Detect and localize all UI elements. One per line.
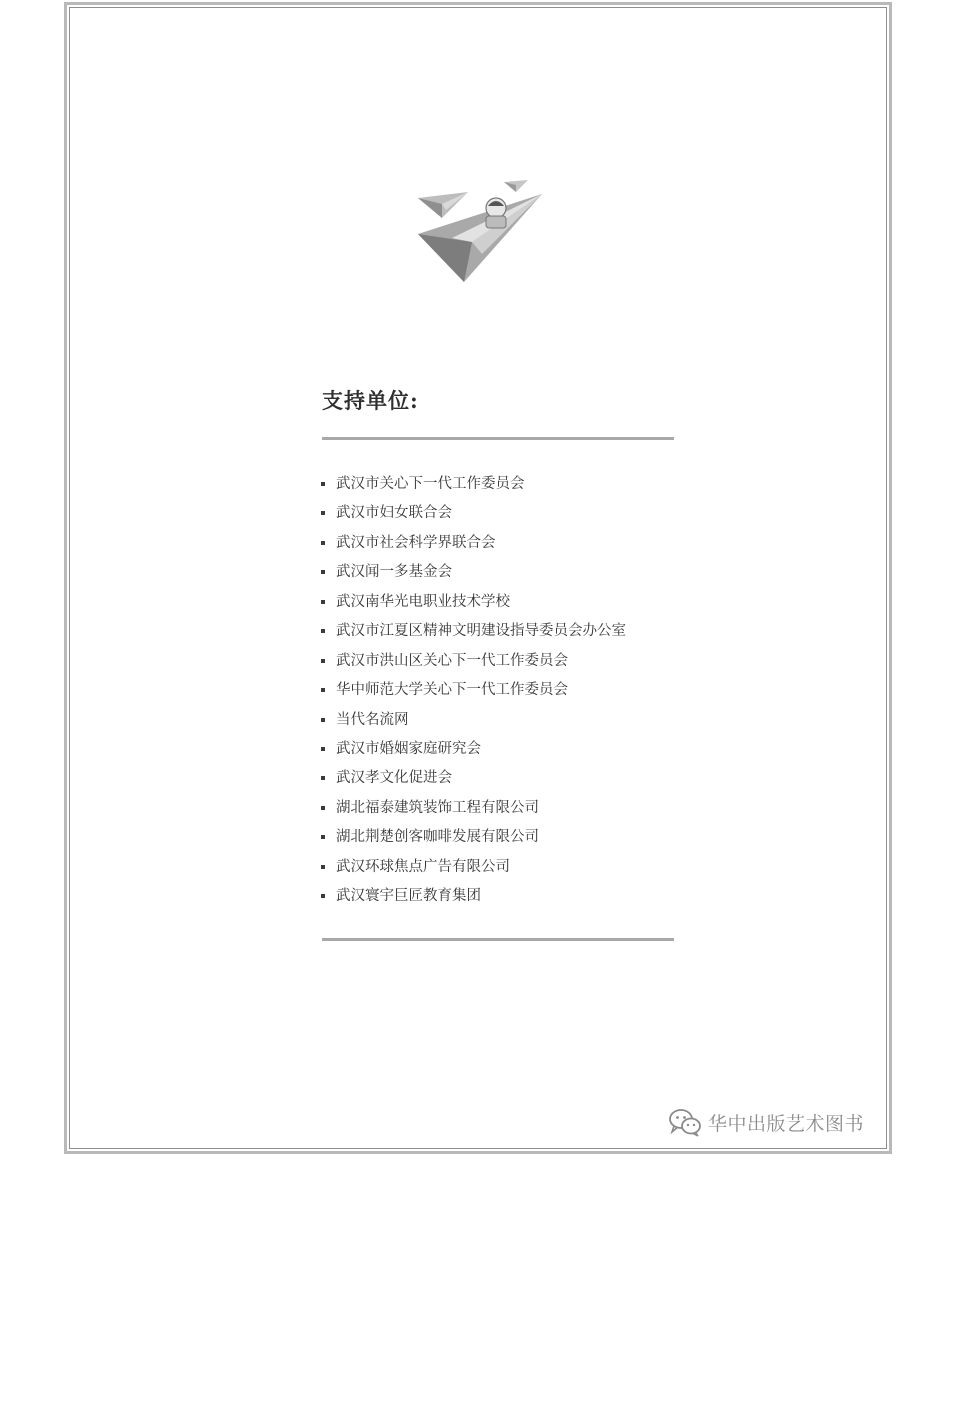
list-item	[320, 619, 626, 648]
list-item	[320, 531, 626, 560]
organization-name: 武汉市关心下一代工作委员会	[336, 476, 525, 492]
bullet-icon	[321, 659, 325, 663]
organization-name: 湖北福泰建筑装饰工程有限公司	[336, 799, 539, 816]
organization-name: 武汉市社会科学界联合会	[336, 534, 496, 551]
list-item	[320, 796, 626, 825]
list-item	[320, 472, 626, 501]
list-item	[320, 737, 626, 766]
list-item	[320, 766, 626, 795]
bullet-icon	[321, 865, 325, 869]
list-item	[320, 649, 626, 678]
bullet-icon	[321, 806, 325, 810]
watermark-text: 华中出版艺术图书	[708, 1112, 865, 1135]
organization-name: 武汉市婚姻家庭研究会	[336, 740, 481, 757]
bullet-icon	[321, 718, 325, 722]
organization-name: 武汉孝文化促进会	[336, 770, 452, 787]
small-plane-right	[504, 180, 528, 192]
bullet-icon	[321, 482, 325, 486]
bullet-icon	[321, 541, 325, 545]
bullet-icon	[321, 747, 325, 751]
organization-name: 武汉市妇女联合会	[336, 505, 452, 522]
bullet-icon	[321, 600, 325, 604]
list-item	[320, 825, 626, 854]
wechat-icon	[668, 1107, 702, 1137]
list-item	[320, 855, 626, 884]
list-item	[320, 708, 626, 737]
divider-top	[322, 437, 674, 440]
bullet-icon	[321, 570, 325, 574]
list-item	[320, 501, 626, 530]
bullet-icon	[321, 835, 325, 839]
bullet-icon	[321, 511, 325, 515]
organization-name: 华中师范大学关心下一代工作委员会	[336, 682, 568, 699]
organization-name: 武汉市江夏区精神文明建设指导委员会办公室	[336, 623, 626, 640]
rider-figure	[486, 198, 506, 228]
organization-name: 湖北荆楚创客咖啡发展有限公司	[336, 829, 539, 846]
organization-list	[320, 472, 626, 914]
list-item	[320, 884, 626, 913]
paper-plane-icon	[412, 176, 548, 286]
organization-name: 武汉市洪山区关心下一代工作委员会	[336, 652, 568, 669]
page-title: 支持单位:	[322, 388, 419, 413]
list-item	[320, 678, 626, 707]
organization-name: 武汉寰宇巨匠教育集团	[336, 888, 481, 905]
watermark	[668, 1106, 864, 1138]
list-item	[320, 590, 626, 619]
organization-name: 当代名流网	[336, 711, 409, 728]
organization-name: 武汉环球焦点广告有限公司	[336, 858, 510, 875]
organization-name: 武汉南华光电职业技术学校	[336, 593, 510, 610]
bullet-icon	[321, 629, 325, 633]
organization-name: 武汉闻一多基金会	[336, 564, 452, 581]
bullet-icon	[321, 688, 325, 692]
small-plane-left	[418, 192, 468, 218]
divider-bottom	[322, 938, 674, 941]
bullet-icon	[321, 776, 325, 780]
list-item	[320, 560, 626, 589]
bullet-icon	[321, 894, 325, 898]
